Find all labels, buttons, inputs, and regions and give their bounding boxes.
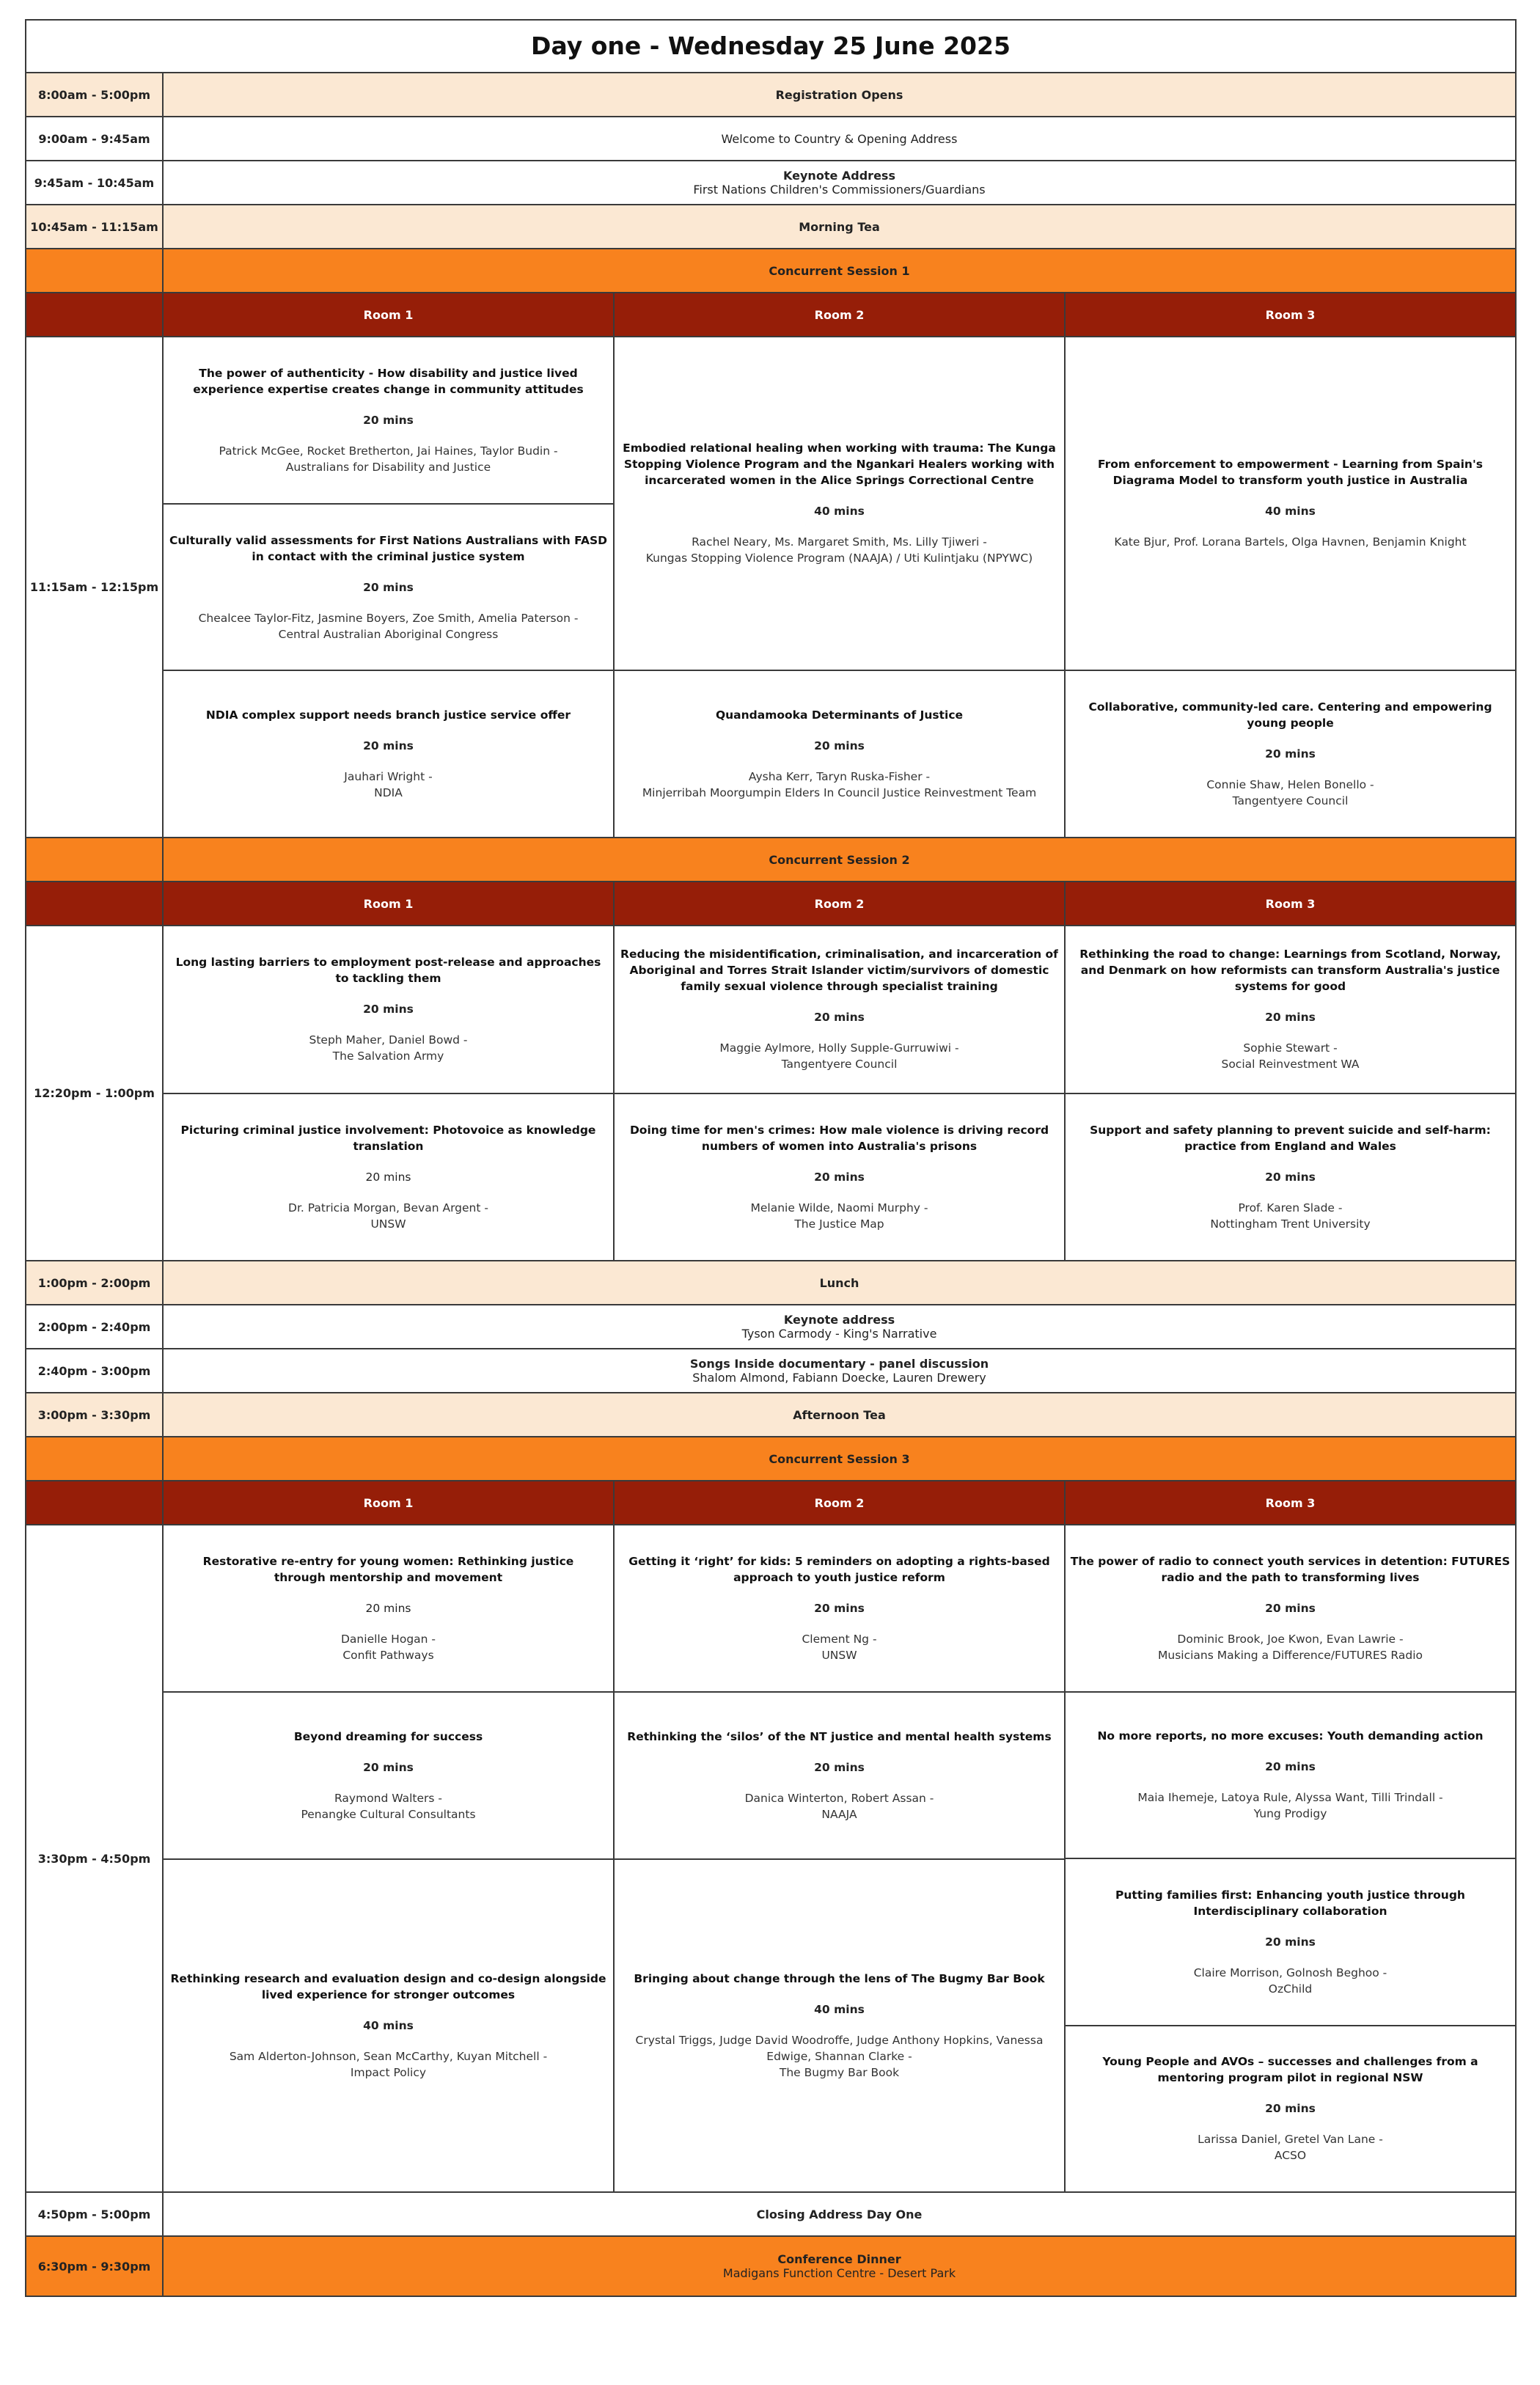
session-cell xyxy=(615,1094,1064,1261)
session-3-grid xyxy=(26,1525,1515,2193)
room-header: Room 2 xyxy=(615,882,1066,925)
time-slot: 1:00pm - 2:00pm xyxy=(26,1261,164,1304)
rooms-header-row xyxy=(26,882,1515,926)
registration-row xyxy=(26,73,1515,117)
session-presenters: Patrick McGee, Rocket Bretherton, Jai Haines, Taylor Budin - Australians for Disability and Justice xyxy=(219,444,558,474)
session-title: Young People and AVOs – successes and challenges from a mentoring program pilot in regional NSW xyxy=(1102,2055,1478,2085)
session-cell xyxy=(1066,337,1515,671)
session-presenters: Claire Morrison, Golnosh Beghoo - OzChild xyxy=(1193,1965,1387,1996)
session-duration: 40 mins xyxy=(363,2019,414,2032)
session-duration: 20 mins xyxy=(1265,1760,1316,1774)
dinner-row xyxy=(26,2237,1515,2296)
session-duration: 20 mins xyxy=(363,413,414,427)
session-duration: 20 mins xyxy=(365,1602,411,1615)
session-duration: 20 mins xyxy=(365,1170,411,1184)
session-title: Getting it ‘right’ for kids: 5 reminders on adopting a rights-based approach to youth justice reform xyxy=(628,1555,1050,1584)
session-cell xyxy=(164,926,613,1094)
event-label: Registration Opens xyxy=(775,87,903,102)
event-subtitle: First Nations Children's Commissioners/Guardians xyxy=(693,183,986,197)
session-presenters: Chealcee Taylor-Fitz, Jasmine Boyers, Zoe Smith, Amelia Paterson - Central Australian Aboriginal Congress xyxy=(198,611,579,641)
time-slot: 9:45am - 10:45am xyxy=(26,161,164,204)
session-duration: 20 mins xyxy=(814,1170,865,1184)
session-duration: 20 mins xyxy=(363,1003,414,1016)
session-cell xyxy=(164,1094,613,1261)
session-label: Concurrent Session 3 xyxy=(769,1451,910,1466)
session-title: The power of radio to connect youth services in detention: FUTURES radio and the path to transforming lives xyxy=(1070,1554,1511,1584)
afternoon-tea-row xyxy=(26,1393,1515,1437)
event-label: Lunch xyxy=(819,1275,859,1290)
event-label: Morning Tea xyxy=(799,219,880,234)
session-duration: 20 mins xyxy=(814,739,865,752)
room-1-column xyxy=(164,926,615,1260)
closing-row xyxy=(26,2193,1515,2237)
session-presenters: Sam Alderton-Johnson, Sean McCarthy, Kuyan Mitchell - Impact Policy xyxy=(229,2050,548,2079)
session-presenters: Jauhari Wright - NDIA xyxy=(344,770,433,800)
session-title: Beyond dreaming for success xyxy=(293,1730,483,1743)
session-presenters: Maia Ihemeje, Latoya Rule, Alyssa Want, Tilli Trindall - Yung Prodigy xyxy=(1137,1791,1443,1821)
session-cell xyxy=(164,1525,613,1693)
session-presenters: Larissa Daniel, Gretel Van Lane - ACSO xyxy=(1198,2133,1383,2163)
session-cell xyxy=(615,337,1064,671)
time-slot: 10:45am - 11:15am xyxy=(26,205,164,248)
session-presenters: Dr. Patricia Morgan, Bevan Argent - UNSW xyxy=(288,1201,488,1231)
room-3-column xyxy=(1066,337,1515,837)
session-1-grid xyxy=(26,337,1515,838)
room-1-column xyxy=(164,337,615,837)
session-duration: 20 mins xyxy=(814,1602,865,1615)
session-cell xyxy=(1066,2026,1515,2192)
session-cell xyxy=(615,1860,1064,2191)
time-slot: 12:20pm - 1:00pm xyxy=(26,926,164,1260)
session-cell xyxy=(615,926,1064,1094)
page-title: Day one - Wednesday 25 June 2025 xyxy=(26,21,1515,73)
session-cell xyxy=(615,671,1064,837)
room-header: Room 2 xyxy=(615,1481,1066,1524)
rooms-header-row xyxy=(26,293,1515,337)
session-title: Collaborative, community-led care. Centering and empowering young people xyxy=(1088,700,1492,730)
time-slot: 9:00am - 9:45am xyxy=(26,117,164,160)
session-cell xyxy=(1066,1693,1515,1860)
session-presenters: Aysha Kerr, Taryn Ruska-Fisher - Minjerribah Moorgumpin Elders In Council Justice Reinvestment Team xyxy=(642,769,1037,799)
session-label: Concurrent Session 1 xyxy=(769,263,910,278)
session-duration: 20 mins xyxy=(814,1011,865,1025)
session-duration: 20 mins xyxy=(1265,1011,1316,1025)
session-presenters: Rachel Neary, Ms. Margaret Smith, Ms. Lilly Tjiweri - Kungas Stopping Violence Program (NAAJA) / Uti Kulintjaku (NPYWC) xyxy=(645,535,1033,565)
session-cell xyxy=(164,505,613,672)
session-presenters: Connie Shaw, Helen Bonello - Tangentyere Council xyxy=(1206,777,1374,807)
event-subtitle: Tyson Carmody - King's Narrative xyxy=(741,1327,937,1341)
session-cell xyxy=(1066,1525,1515,1693)
session-cell xyxy=(615,1693,1064,1860)
session-title: Rethinking the ‘silos’ of the NT justice and mental health systems xyxy=(627,1730,1052,1743)
room-2-column xyxy=(615,926,1066,1260)
lunch-row xyxy=(26,1261,1515,1305)
event-label: Keynote address xyxy=(783,1313,895,1327)
session-duration: 20 mins xyxy=(363,580,414,594)
time-slot: 3:30pm - 4:50pm xyxy=(26,1525,164,2191)
time-slot: 3:00pm - 3:30pm xyxy=(26,1393,164,1436)
session-header-row xyxy=(26,249,1515,293)
event-label: Afternoon Tea xyxy=(793,1407,886,1422)
session-duration: 20 mins xyxy=(363,1761,414,1774)
room-3-column xyxy=(1066,1525,1515,2191)
room-3-column xyxy=(1066,926,1515,1260)
event-subtitle: Madigans Function Centre - Desert Park xyxy=(722,2266,956,2280)
event-label: Closing Address Day One xyxy=(756,2207,923,2221)
session-presenters: Clement Ng - UNSW xyxy=(802,1633,877,1662)
room-header: Room 1 xyxy=(164,882,615,925)
morning-tea-row xyxy=(26,205,1515,249)
time-slot: 11:15am - 12:15pm xyxy=(26,337,164,837)
keynote-row xyxy=(26,161,1515,205)
session-title: No more reports, no more excuses: Youth demanding action xyxy=(1097,1729,1484,1743)
session-presenters: Crystal Triggs, Judge David Woodroffe, Judge Anthony Hopkins, Vanessa Edwige, Shannan Clarke - The Bugmy Bar Book xyxy=(635,2034,1044,2079)
session-title: Reducing the misidentification, criminalisation, and incarceration of Aboriginal and Torres Strait Islander victim/survivors of domestic family sexual violence through specialist training xyxy=(620,948,1058,994)
session-title: Picturing criminal justice involvement: Photovoice as knowledge translation xyxy=(180,1123,596,1153)
room-2-column xyxy=(615,337,1066,837)
session-title: Doing time for men's crimes: How male violence is driving record numbers of women into Australia's prisons xyxy=(629,1123,1049,1153)
session-title: Bringing about change through the lens of The Bugmy Bar Book xyxy=(634,1972,1045,1985)
event-label: Songs Inside documentary - panel discussion xyxy=(689,1357,989,1371)
session-label: Concurrent Session 2 xyxy=(769,852,910,867)
session-title: Long lasting barriers to employment post-release and approaches to tackling them xyxy=(175,956,601,986)
event-label: Welcome to Country & Opening Address xyxy=(721,131,958,146)
session-title: From enforcement to empowerment - Learning from Spain's Diagrama Model to transform youth justice in Australia xyxy=(1098,458,1483,488)
session-title: NDIA complex support needs branch justice service offer xyxy=(205,708,571,722)
session-duration: 20 mins xyxy=(1265,1170,1316,1184)
event-subtitle: Shalom Almond, Fabiann Doecke, Lauren Drewery xyxy=(692,1371,986,1385)
session-duration: 20 mins xyxy=(363,739,414,753)
session-duration: 40 mins xyxy=(814,2003,865,2016)
session-presenters: Sophie Stewart - Social Reinvestment WA xyxy=(1221,1041,1360,1071)
session-presenters: Dominic Brook, Joe Kwon, Evan Lawrie - Musicians Making a Difference/FUTURES Radio xyxy=(1158,1632,1423,1662)
session-cell xyxy=(1066,1094,1515,1261)
session-2-grid xyxy=(26,926,1515,1261)
event-label: Keynote Address xyxy=(783,169,895,183)
session-title: Restorative re-entry for young women: Rethinking justice through mentorship and movement xyxy=(202,1555,574,1584)
session-cell xyxy=(1066,671,1515,837)
room-header: Room 1 xyxy=(164,293,615,336)
session-duration: 20 mins xyxy=(1265,747,1316,761)
session-title: Support and safety planning to prevent suicide and self-harm: practice from England and Wales xyxy=(1090,1123,1491,1153)
session-duration: 20 mins xyxy=(1265,1935,1316,1949)
session-cell xyxy=(164,1860,613,2191)
session-duration: 40 mins xyxy=(1265,505,1316,519)
time-slot: 2:00pm - 2:40pm xyxy=(26,1305,164,1348)
session-duration: 20 mins xyxy=(814,1761,865,1774)
schedule-table xyxy=(25,19,1517,2297)
session-presenters: Melanie Wilde, Naomi Murphy - The Justice Map xyxy=(750,1201,928,1231)
panel-row xyxy=(26,1349,1515,1393)
session-cell xyxy=(615,1525,1064,1693)
session-presenters: Kate Bjur, Prof. Lorana Bartels, Olga Havnen, Benjamin Knight xyxy=(1114,535,1467,549)
room-header: Room 3 xyxy=(1265,1495,1316,1510)
session-cell xyxy=(164,337,613,505)
time-slot: 2:40pm - 3:00pm xyxy=(26,1349,164,1392)
room-header: Room 1 xyxy=(164,1481,615,1524)
rooms-header-row xyxy=(26,1481,1515,1525)
keynote-row xyxy=(26,1305,1515,1349)
time-slot: 4:50pm - 5:00pm xyxy=(26,2193,164,2235)
session-cell xyxy=(1066,1859,1515,2026)
session-duration: 20 mins xyxy=(1265,2102,1316,2116)
session-presenters: Raymond Walters - Penangke Cultural Consultants xyxy=(301,1792,476,1821)
event-label: Conference Dinner xyxy=(777,2252,901,2266)
session-presenters: Danielle Hogan - Confit Pathways xyxy=(341,1633,436,1662)
room-header: Room 3 xyxy=(1265,307,1316,322)
session-title: Putting families first: Enhancing youth justice through Interdisciplinary collaboration xyxy=(1115,1888,1465,1918)
time-slot: 8:00am - 5:00pm xyxy=(26,73,164,116)
room-2-column xyxy=(615,1525,1066,2191)
session-title: The power of authenticity - How disability and justice lived experience expertise creates change in community attitudes xyxy=(193,366,584,396)
session-title: Quandamooka Determinants of Justice xyxy=(715,708,964,722)
session-duration: 20 mins xyxy=(1265,1601,1316,1615)
room-header: Room 3 xyxy=(1265,896,1316,911)
session-header-row xyxy=(26,1437,1515,1481)
session-cell xyxy=(164,671,613,837)
session-cell xyxy=(164,1693,613,1860)
session-duration: 40 mins xyxy=(814,505,865,519)
session-title: Rethinking the road to change: Learnings from Scotland, Norway, and Denmark on how reformists can transform Australia's justice systems for good xyxy=(1079,948,1501,994)
room-1-column xyxy=(164,1525,615,2191)
session-presenters: Danica Winterton, Robert Assan - NAAJA xyxy=(744,1792,934,1821)
time-slot: 6:30pm - 9:30pm xyxy=(26,2237,164,2296)
session-presenters: Steph Maher, Daniel Bowd - The Salvation Army xyxy=(309,1033,468,1063)
session-title: Culturally valid assessments for First Nations Australians with FASD in contact with the criminal justice system xyxy=(169,533,607,563)
session-presenters: Maggie Aylmore, Holly Supple-Gurruwiwi - Tangentyere Council xyxy=(719,1041,959,1071)
session-header-row xyxy=(26,838,1515,882)
session-title: Rethinking research and evaluation design and co-design alongside lived experience for stronger outcomes xyxy=(170,1972,606,2001)
session-presenters: Prof. Karen Slade - Nottingham Trent University xyxy=(1210,1201,1371,1231)
welcome-row xyxy=(26,117,1515,161)
session-title: Embodied relational healing when working with trauma: The Kunga Stopping Violence Program and the Ngankari Healers working with incarcerated women in the Alice Springs Correctional Centre xyxy=(623,442,1056,488)
room-header: Room 2 xyxy=(615,293,1066,336)
session-cell xyxy=(1066,926,1515,1094)
